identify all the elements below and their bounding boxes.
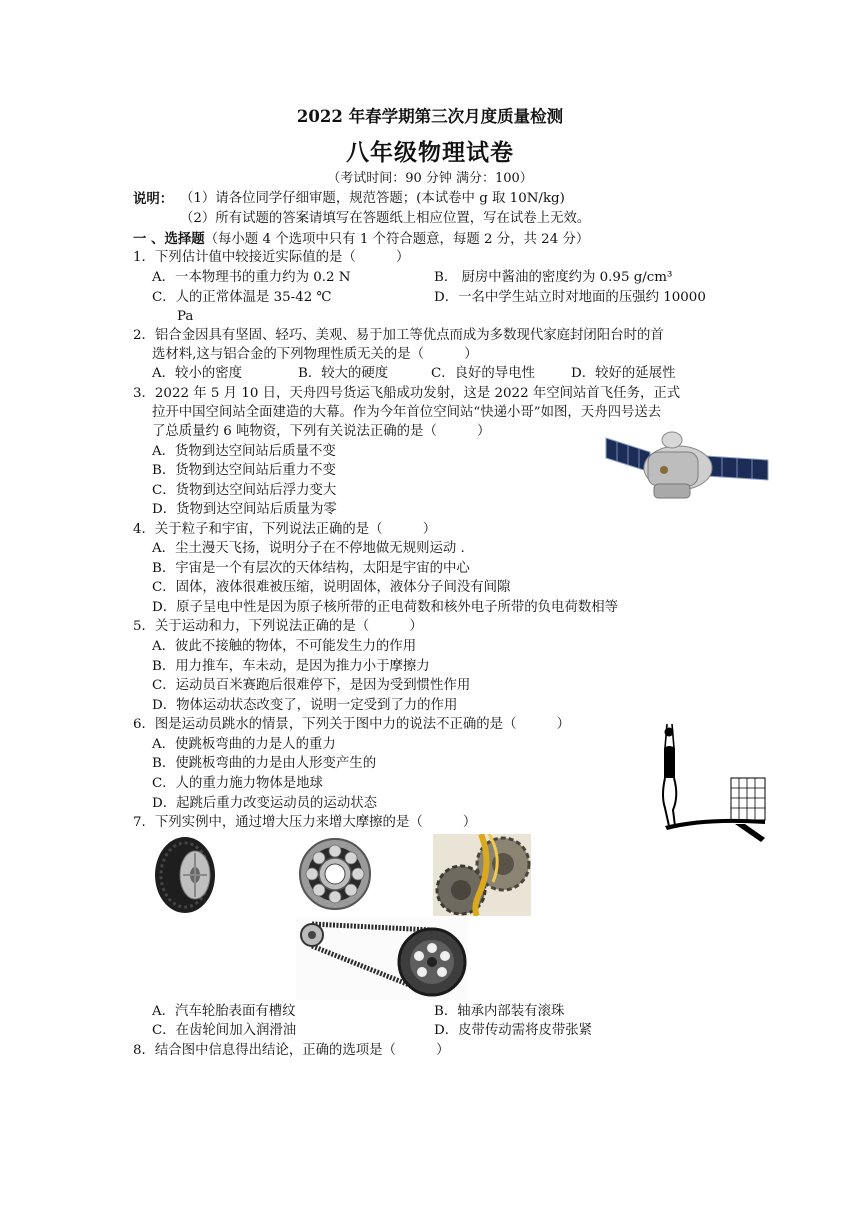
q3-stem-1: 3．2022 年 5 月 10 日，天舟四号货运飞船成功发射，这是 2022 年空间站首飞任务，正式 <box>133 386 681 401</box>
exam-info: （考试时间：90 分钟 满分：100） <box>327 171 533 186</box>
diver <box>663 724 676 826</box>
q6-option-a: A．使跳板弯曲的力是人的重力 <box>152 737 336 752</box>
q8-stem: 8．结合图中信息得出结论，正确的选项是（ ） <box>133 1043 450 1058</box>
section-title: 一 、选择题 <box>133 231 205 247</box>
q3-stem-2: 拉开中国空间站全面建造的大幕。作为今年首位空间站“快递小哥”如图，天舟四号送去 <box>152 405 662 420</box>
q4-option-d: D．原子呈电中性是因为原子核所带的正电荷数和核外电子所带的负电荷数相等 <box>152 600 619 615</box>
q6-option-d: D．起跳后重力改变运动员的运动状态 <box>152 796 377 811</box>
q7-stem: 7．下列实例中，通过增大压力来增大摩擦的是（ ） <box>133 815 477 830</box>
q1-option-d-unit: Pa <box>177 309 194 324</box>
q6-option-b: B．使跳板弯曲的力是由人形变产生的 <box>152 756 377 771</box>
q2-option-d: D．较好的延展性 <box>571 366 676 381</box>
solar-panel-right <box>706 456 768 480</box>
q1-option-d: D．一名中学生站立时对地面的压强约 10000 <box>434 290 706 305</box>
q5-option-a: A．彼此不接触的物体，不可能发生力的作用 <box>152 639 417 654</box>
exam-title: 2022 年春学期第三次月度质量检测 <box>296 107 564 126</box>
diver-figure <box>655 722 770 847</box>
q1-option-b: B． 厨房中酱油的密度约为 0.95 g/cm³ <box>434 270 673 285</box>
belt-drive-figure <box>296 918 468 1000</box>
q5-option-b: B．用力推车，车未动，是因为推力小于摩擦力 <box>152 659 430 674</box>
q7-option-c: C．在齿轮间加入润滑油 <box>152 1023 297 1038</box>
q2-stem-1: 2．铝合金因具有坚固、轻巧、美观、易于加工等优点而成为多数现代家庭封闭阳台时的首 <box>133 328 664 343</box>
q1-stem: 1．下列估计值中较接近实际值的是（ ） <box>133 250 410 265</box>
q3-stem-3: 了总质量约 6 吨物资，下列有关说法正确的是（ ） <box>152 424 491 439</box>
q7-option-d: D．皮带传动需将皮带张紧 <box>434 1023 593 1038</box>
q2-option-c: C．良好的导电性 <box>431 366 535 381</box>
spacecraft-body <box>644 432 712 498</box>
instructions-line-2: （2）所有试题的答案请填写在答题纸上相应位置，写在试卷上无效。 <box>180 211 591 226</box>
q4-stem: 4．关于粒子和宇宙，下列说法正确的是（ ） <box>133 522 437 537</box>
section-heading <box>133 230 589 249</box>
q2-option-b: B．较大的硬度 <box>298 366 389 381</box>
gear-oil-figure <box>433 834 531 916</box>
solar-panel-left <box>606 438 650 472</box>
q5-stem: 5．关于运动和力，下列说法正确的是（ ） <box>133 619 423 634</box>
section-note: （每小题 4 个选项中只有 1 个符合题意，每题 2 分，共 24 分） <box>204 232 590 247</box>
q5-option-d: D．物体运动状态改变了，说明一定受到了力的作用 <box>152 698 458 713</box>
q4-option-a: A．尘土漫天飞扬，说明分子在不停地做无规则运动 . <box>152 541 465 556</box>
instructions-line-1: （1）请各位同学仔细审题，规范答题；(本试卷中 g 取 10N/kg) <box>180 191 565 206</box>
q4-option-c: C．固体，液体很难被压缩，说明固体，液体分子间没有间隙 <box>152 580 511 595</box>
instructions-label: 说明： <box>133 191 174 207</box>
q2-option-a: A．较小的密度 <box>152 366 243 381</box>
tire-figure <box>153 835 218 915</box>
q3-option-c: C．货物到达空间站后浮力变大 <box>152 483 337 498</box>
q2-stem-2: 选材料,这与铝合金的下列物理性质无关的是（ ） <box>152 347 478 362</box>
q1-option-c: C．人的正常体温是 35-42 ℃ <box>152 290 332 305</box>
q3-option-b: B．货物到达空间站后重力不变 <box>152 463 336 478</box>
q7-option-a: A．汽车轮胎表面有槽纹 <box>152 1004 296 1019</box>
q6-option-c: C．人的重力施力物体是地球 <box>152 776 323 791</box>
spacecraft-figure <box>602 428 772 508</box>
diving-board <box>665 778 765 842</box>
bearing-figure <box>297 836 373 912</box>
q3-option-d: D．货物到达空间站后质量为零 <box>152 502 337 517</box>
q7-option-b: B．轴承内部装有滚珠 <box>434 1004 565 1019</box>
q6-stem: 6．图是运动员跳水的情景，下列关于图中力的说法不正确的是（ ） <box>133 717 571 732</box>
q3-option-a: A．货物到达空间站后质量不变 <box>152 444 336 459</box>
paper-title: 八年级物理试卷 <box>346 139 514 166</box>
q1-option-a: A．一本物理书的重力约为 0.2 N <box>152 270 351 285</box>
q5-option-c: C．运动员百米赛跑后很难停下，是因为受到惯性作用 <box>152 678 471 693</box>
q4-option-b: B．宇宙是一个有层次的天体结构，太阳是宇宙的中心 <box>152 561 470 576</box>
